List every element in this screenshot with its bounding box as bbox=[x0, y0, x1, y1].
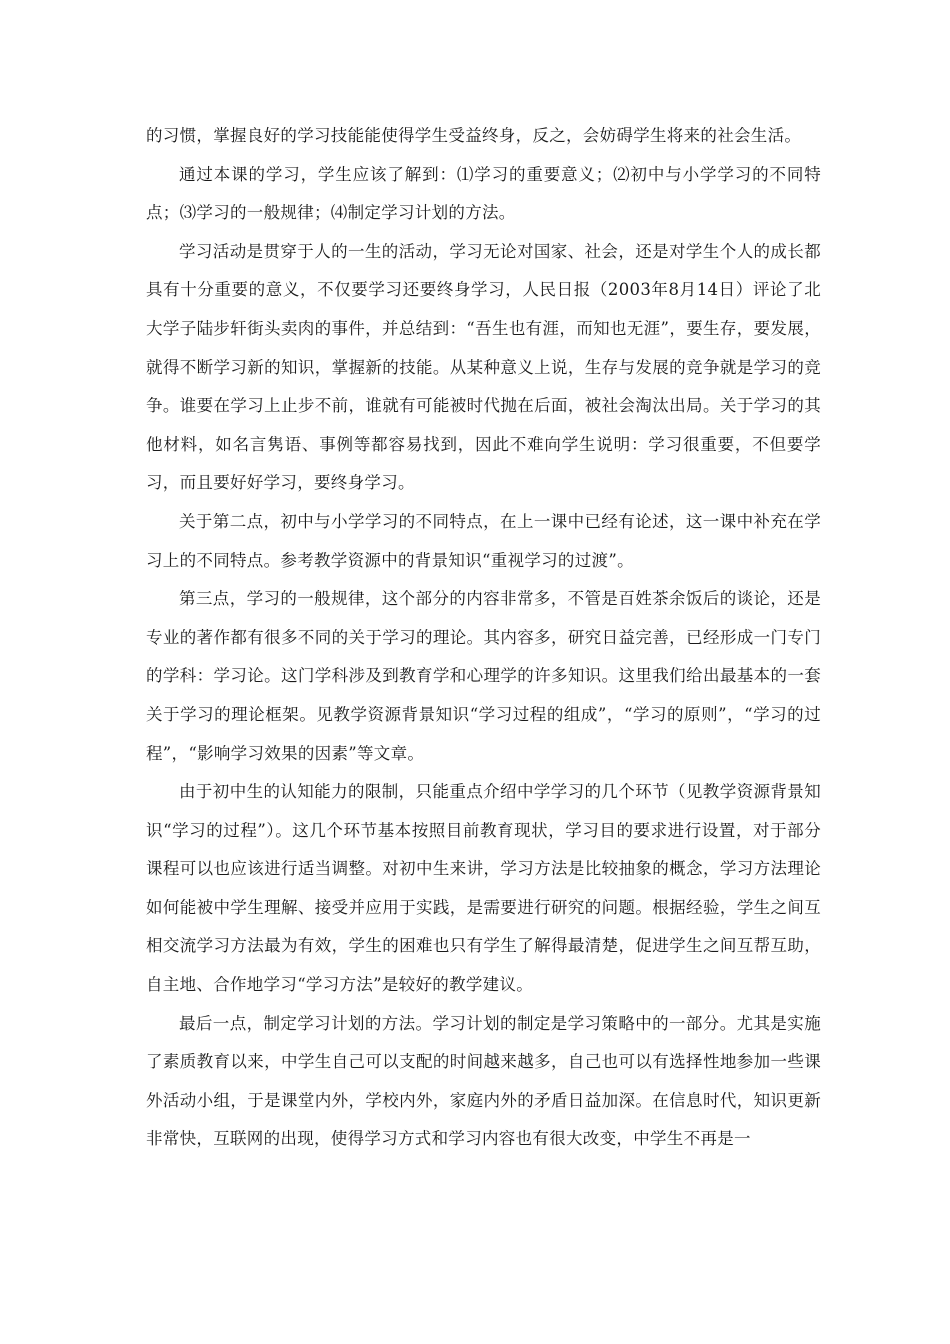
paragraph-learning-goals: 通过本课的学习，学生应该了解到：⑴学习的重要意义；⑵初中与小学学习的不同特点；⑶学习的一般规律；⑷制定学习计划的方法。 bbox=[146, 164, 821, 223]
paragraph-last-point: 最后一点，制定学习计划的方法。学习计划的制定是学习策略中的一部分。尤其是实施了素质教育以来，中学生自己可以支配的时间越来越多，自己也可以有选择性地参加一些课外活动小组，于是课堂内外，学校内外，家庭内外的矛盾日益加深。在信息时代，知识更新非常快，互联网的出现，使得学习方式和学习内容也有很大改变，中学生不再是一 bbox=[146, 1013, 821, 1149]
paragraph-third-point: 第三点，学习的一般规律，这个部分的内容非常多，不管是百姓茶余饭后的谈论，还是专业的著作都有很多不同的关于学习的理论。其内容多，研究日益完善，已经形成一门专门的学科：学习论。这门学科涉及到教育学和心理学的许多知识。这里我们给出最基本的一套关于学习的理论框架。见教学资源背景知识“学习过程的组成”，“学习的原则”，“学习的过程”，“影响学习效果的因素”等文章。 bbox=[146, 589, 821, 763]
document-body bbox=[146, 117, 821, 1159]
paragraph-importance-of-learning: 学习活动是贯穿于人的一生的活动，学习无论对国家、社会，还是对学生个人的成长都具有十分重要的意义，不仅要学习还要终身学习，人民日报（2003年8月14日）评论了北大学子陆步轩街头卖肉的事件，并总结到：“吾生也有涯，而知也无涯”，要生存，要发展，就得不断学习新的知识，掌握新的技能。从某种意义上说，生存与发展的竞争就是学习的竞争。谁要在学习上止步不前，谁就有可能被时代抛在后面，被社会淘汰出局。关于学习的其他材料，如名言隽语、事例等都容易找到，因此不难向学生说明：学习很重要，不但要学习，而且要好好学习，要终身学习。 bbox=[146, 241, 821, 493]
paragraph-second-point: 关于第二点，初中与小学学习的不同特点，在上一课中已经有论述，这一课中补充在学习上的不同特点。参考教学资源中的背景知识“重视学习的过渡”。 bbox=[146, 511, 821, 570]
paragraph-continuation: 的习惯，掌握良好的学习技能能使得学生受益终身，反之，会妨碍学生将来的社会生活。 bbox=[146, 126, 802, 145]
paragraph-cognitive-limits: 由于初中生的认知能力的限制，只能重点介绍中学学习的几个环节（见教学资源背景知识“学习的过程”）。这几个环节基本按照目前教育现状，学习目的要求进行设置，对于部分课程可以也应该进行适当调整。对初中生来讲，学习方法是比较抽象的概念，学习方法理论如何能被中学生理解、接受并应用于实践，是需要进行研究的问题。根据经验，学生之间互相交流学习方法最为有效，学生的困难也只有学生了解得最清楚，促进学生之间互帮互助，自主地、合作地学习“学习方法”是较好的教学建议。 bbox=[146, 782, 821, 995]
